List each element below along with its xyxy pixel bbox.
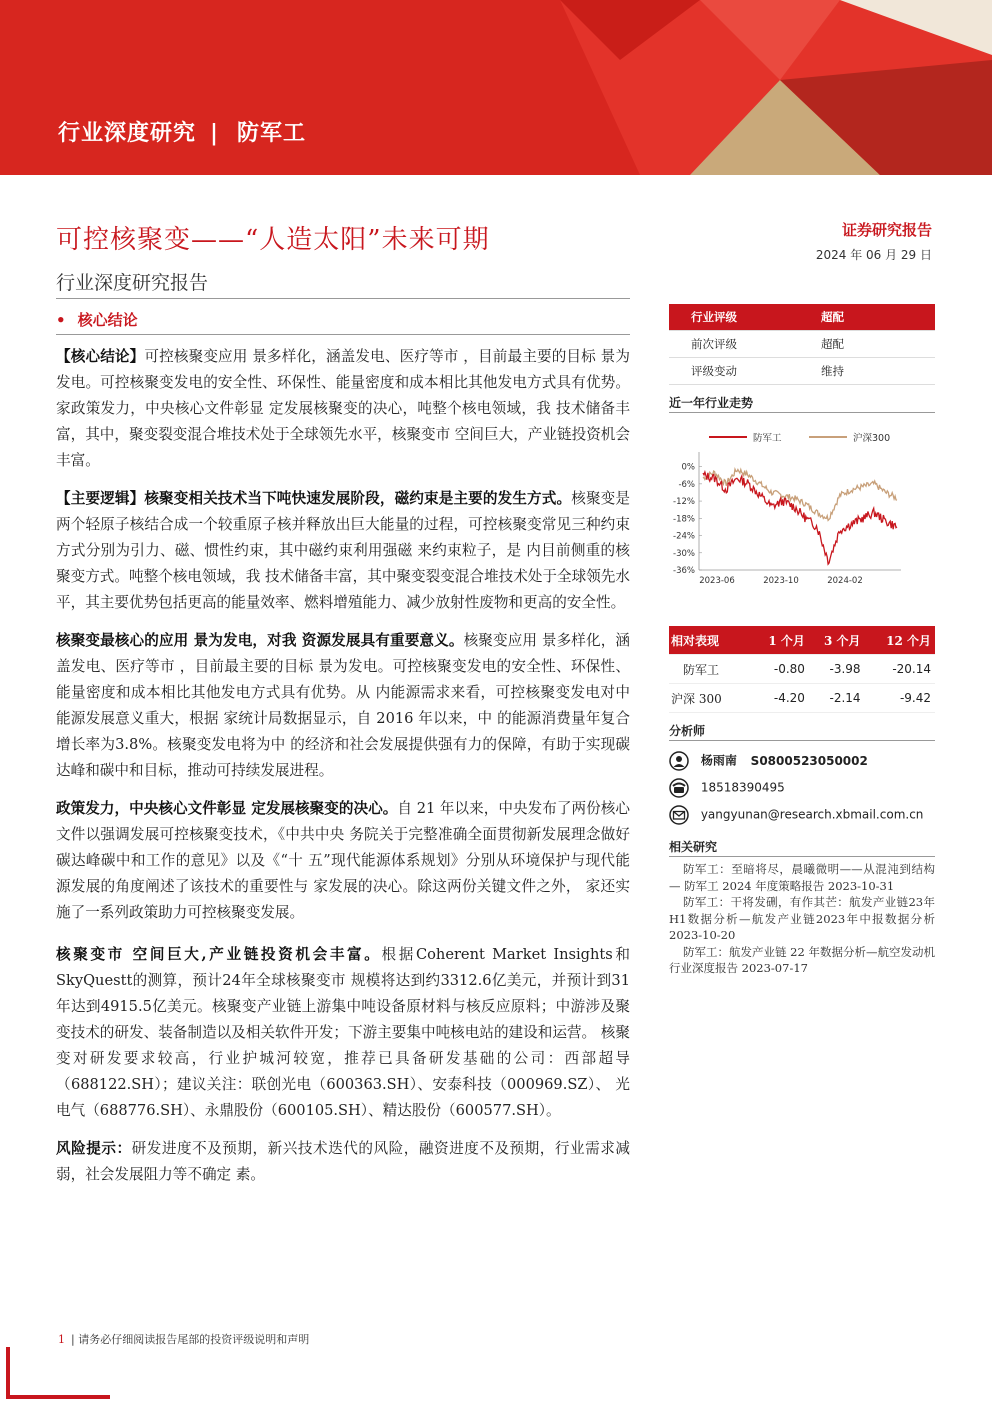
banner-decoration — [0, 0, 992, 175]
phone-icon — [669, 778, 689, 798]
report-subtitle: 行业深度研究报告 — [56, 272, 209, 294]
core-heading-text: 核心结论 — [77, 311, 138, 329]
performance-header-label: 相对表现 — [669, 626, 749, 655]
trend-label: 近一年行业走势 — [669, 396, 754, 410]
paragraph — [56, 628, 630, 784]
paragraph-lead: 政策发力，中央核心文件彰显 定发展核聚变的决心。 — [56, 800, 398, 817]
related-item[interactable]: 防军工：干将发硎，有作其芒：航发产业链23年H1数据分析—航发产业链2023年中报数据分析 2023-10-20 — [669, 895, 935, 942]
rating-value: 超配 — [821, 331, 935, 358]
performance-1m: -0.80 — [749, 655, 805, 684]
core-divider — [56, 334, 630, 335]
core-heading — [56, 309, 138, 330]
paragraph — [56, 486, 630, 616]
y-tick-label: -30% — [673, 548, 695, 559]
rating-header — [669, 304, 935, 331]
performance-header-1m: 1 个月 — [749, 626, 805, 655]
rating-value: 维持 — [821, 358, 935, 385]
table-row — [669, 358, 935, 385]
paragraph — [56, 796, 630, 926]
banner-separator: | — [210, 120, 220, 146]
performance-name: 沪深 300 — [669, 684, 749, 713]
performance-3m: -2.14 — [805, 684, 861, 713]
rating-label: 前次评级 — [669, 331, 821, 358]
related-item[interactable]: 防军工：至暗将尽，晨曦微明——从混沌到结构— 防军工 2024 年度策略报告 2023-10-31 — [669, 862, 935, 893]
analyst-label: 分析师 — [669, 724, 706, 738]
person-icon — [669, 751, 689, 771]
report-type: 证券研究报告 — [841, 221, 932, 239]
paragraph — [56, 1136, 630, 1188]
legend-label: 沪深300 — [853, 433, 891, 444]
analyst-phone: 18518390495 — [700, 780, 785, 795]
paragraph-text: 核聚变是两个轻原子核结合成一个较重原子核并释放出巨大能量的过程，可控核聚变常见三种约束方式分别为引力、磁、惯性约束，其中磁约束利用强磁 来约束粒子，是 内目前侧重的核聚变方式。吨整个核电领域，我 技术储备丰富，其中聚变裂变混合堆技术处于全球领先水平，其主要优势包括更高的能量效率、燃料增殖能力、减少放射性废物和更高的安全性。 — [56, 490, 630, 611]
performance-header-12m: 12 个月 — [861, 626, 935, 655]
paragraph-lead: 核聚变市 空间巨大,产业链投资机会丰富。 — [56, 946, 382, 963]
paragraph-text: 核聚变应用 景多样化，涵盖发电、医疗等市 ，目前最主要的目标 景为发电。可控核聚变发电的安全性、环保性、能量密度和成本相比其他发电方式具有优势。从 内能源需求来看，可控核聚变发电对中 能源发展意义重大，根据 家统计局数据显示，自 2016 年以来，中 的能源消费量年复合增长率为3.8%。核聚变发电将为中 的经济和社会发展提供强有力的保障，有助于实现碳达峰和碳中和目标，推动可持续发展进程。 — [56, 632, 631, 779]
y-tick-label: -18% — [673, 514, 695, 525]
paragraph-lead: 【主要逻辑】核聚变相关技术当下吨快速发展阶段，磁约束是主要的发生方式。 — [56, 490, 572, 507]
performance-3m: -3.98 — [805, 655, 861, 684]
analyst-cert: S0800523050002 — [750, 753, 868, 768]
paragraph — [56, 942, 630, 1124]
y-tick-label: -12% — [673, 497, 695, 508]
table-row — [669, 655, 935, 684]
performance-header — [669, 626, 935, 655]
header-banner — [0, 0, 992, 175]
paragraph — [56, 344, 630, 474]
performance-12m: -20.14 — [861, 655, 935, 684]
paragraph-text: 根据Coherent Market Insights和SkyQuestt的测算，预计24年全球核聚变市 规模将达到约3312.6亿美元，并预计到31年达到4915.5亿美元。核聚变产业链上游集中吨设备原材料与核反应原料；中游涉及聚变技术的研发、装备制造以及相关软件开发；下游主要集中吨核电站的建设和运营。 核聚变对研发要求较高，行业护城河较宽，推荐已具备研发基础的公司：西部超导（688122.SH）；建议关注：联创光电（600363.SH）、安泰科技（000969.SZ）、 光电气（688776.SH）、永鼎股份（600105.SH）、精达股份（600577.SH）。 — [56, 946, 630, 1119]
banner-industry: 防军工 — [237, 120, 307, 146]
performance-table — [669, 626, 935, 713]
page-footer — [58, 1331, 309, 1347]
paragraph-text: 可控核聚变应用 景多样化，涵盖发电、医疗等市 ，目前最主要的目标 景为发电。可控核聚变发电的安全性、环保性、能量密度和成本相比其他发电方式具有优势。 家政策发力，中央核心文件彰显 定发展核聚变的决心，吨整个核电领域，我 技术储备丰富，其中，聚变裂变混合堆技术处于全球领先水平，核聚变市 空间巨大，产业链投资机会丰富。 — [56, 348, 630, 469]
performance-name: 防军工 — [669, 655, 749, 684]
table-row — [669, 684, 935, 713]
analyst-email[interactable]: yangyunan@research.xbmail.com.cn — [700, 807, 924, 822]
related-list — [669, 861, 935, 977]
trend-chart — [669, 418, 935, 594]
table-row — [669, 331, 935, 358]
paragraph-text: 研发进度不及预期，新兴技术迭代的风险，融资进度不及预期，行业需求减弱，社会发展阻力等不确定 素。 — [56, 1140, 630, 1183]
rating-table — [669, 304, 935, 385]
report-title: 可控核聚变——“人造太阳”未来可期 — [56, 225, 490, 255]
legend-label: 防军工 — [753, 433, 782, 444]
paragraph-text: 自 21 年以来，中央发布了两份核心文件以强调发展可控核聚变技术，《中共中央 务院关于完整准确全面贯彻新发展理念做好碳达峰碳中和工作的意见》以及《“十 五”现代能源体系规划》分别从环境保护与现代能源发展的角度阐述了该技术的重要性与 家发展的决心。除这两份关键文件之外， 家还实施了一系列政策助力可控核聚变发展。 — [56, 800, 630, 921]
report-date: 2024 年 06 月 29 日 — [815, 248, 932, 262]
performance-12m: -9.42 — [861, 684, 935, 713]
trend-divider — [669, 412, 935, 413]
series-line-defense — [703, 472, 897, 564]
rating-header-label: 行业评级 — [669, 304, 821, 331]
related-item[interactable]: 防军工：航发产业链 22 年数据分析—航空发动机行业深度报告 2023-07-17 — [669, 944, 935, 975]
rating-header-value: 超配 — [821, 304, 935, 331]
x-tick-label: 2023-06 — [699, 576, 735, 586]
y-tick-label: -24% — [673, 531, 695, 542]
y-tick-label: 0% — [681, 462, 695, 473]
analyst-phone-row — [669, 778, 785, 798]
analyst-email-row — [669, 805, 923, 825]
paragraph-lead: 【核心结论】 — [56, 348, 145, 365]
related-divider — [669, 856, 935, 857]
banner-category: 行业深度研究 — [58, 120, 197, 146]
footer-note: | 请务必仔细阅读报告尾部的投资评级说明和声明 — [71, 1333, 310, 1346]
page-number: 1 — [58, 1333, 65, 1346]
analyst-name: 杨雨南 — [700, 753, 737, 768]
y-tick-label: -6% — [678, 479, 695, 490]
rating-label: 评级变动 — [669, 358, 821, 385]
banner-title — [58, 116, 306, 147]
performance-header-3m: 3 个月 — [805, 626, 861, 655]
related-label: 相关研究 — [669, 840, 718, 854]
main-body — [56, 344, 630, 1200]
performance-1m: -4.20 — [749, 684, 805, 713]
email-icon — [669, 805, 689, 825]
paragraph-lead: 风险提示： — [56, 1140, 132, 1157]
analyst-divider — [669, 740, 935, 741]
corner-mark-horizontal — [6, 1395, 110, 1399]
paragraph-lead: 核聚变最核心的应用 景为发电，对我 资源发展具有重要意义。 — [56, 632, 464, 649]
x-tick-label: 2024-02 — [827, 576, 863, 586]
corner-mark-vertical — [6, 1347, 10, 1399]
analyst-name-row — [669, 751, 868, 771]
title-divider — [56, 298, 630, 299]
y-tick-label: -36% — [673, 566, 695, 576]
bullet-icon: • — [56, 311, 66, 329]
x-tick-label: 2023-10 — [763, 576, 799, 586]
